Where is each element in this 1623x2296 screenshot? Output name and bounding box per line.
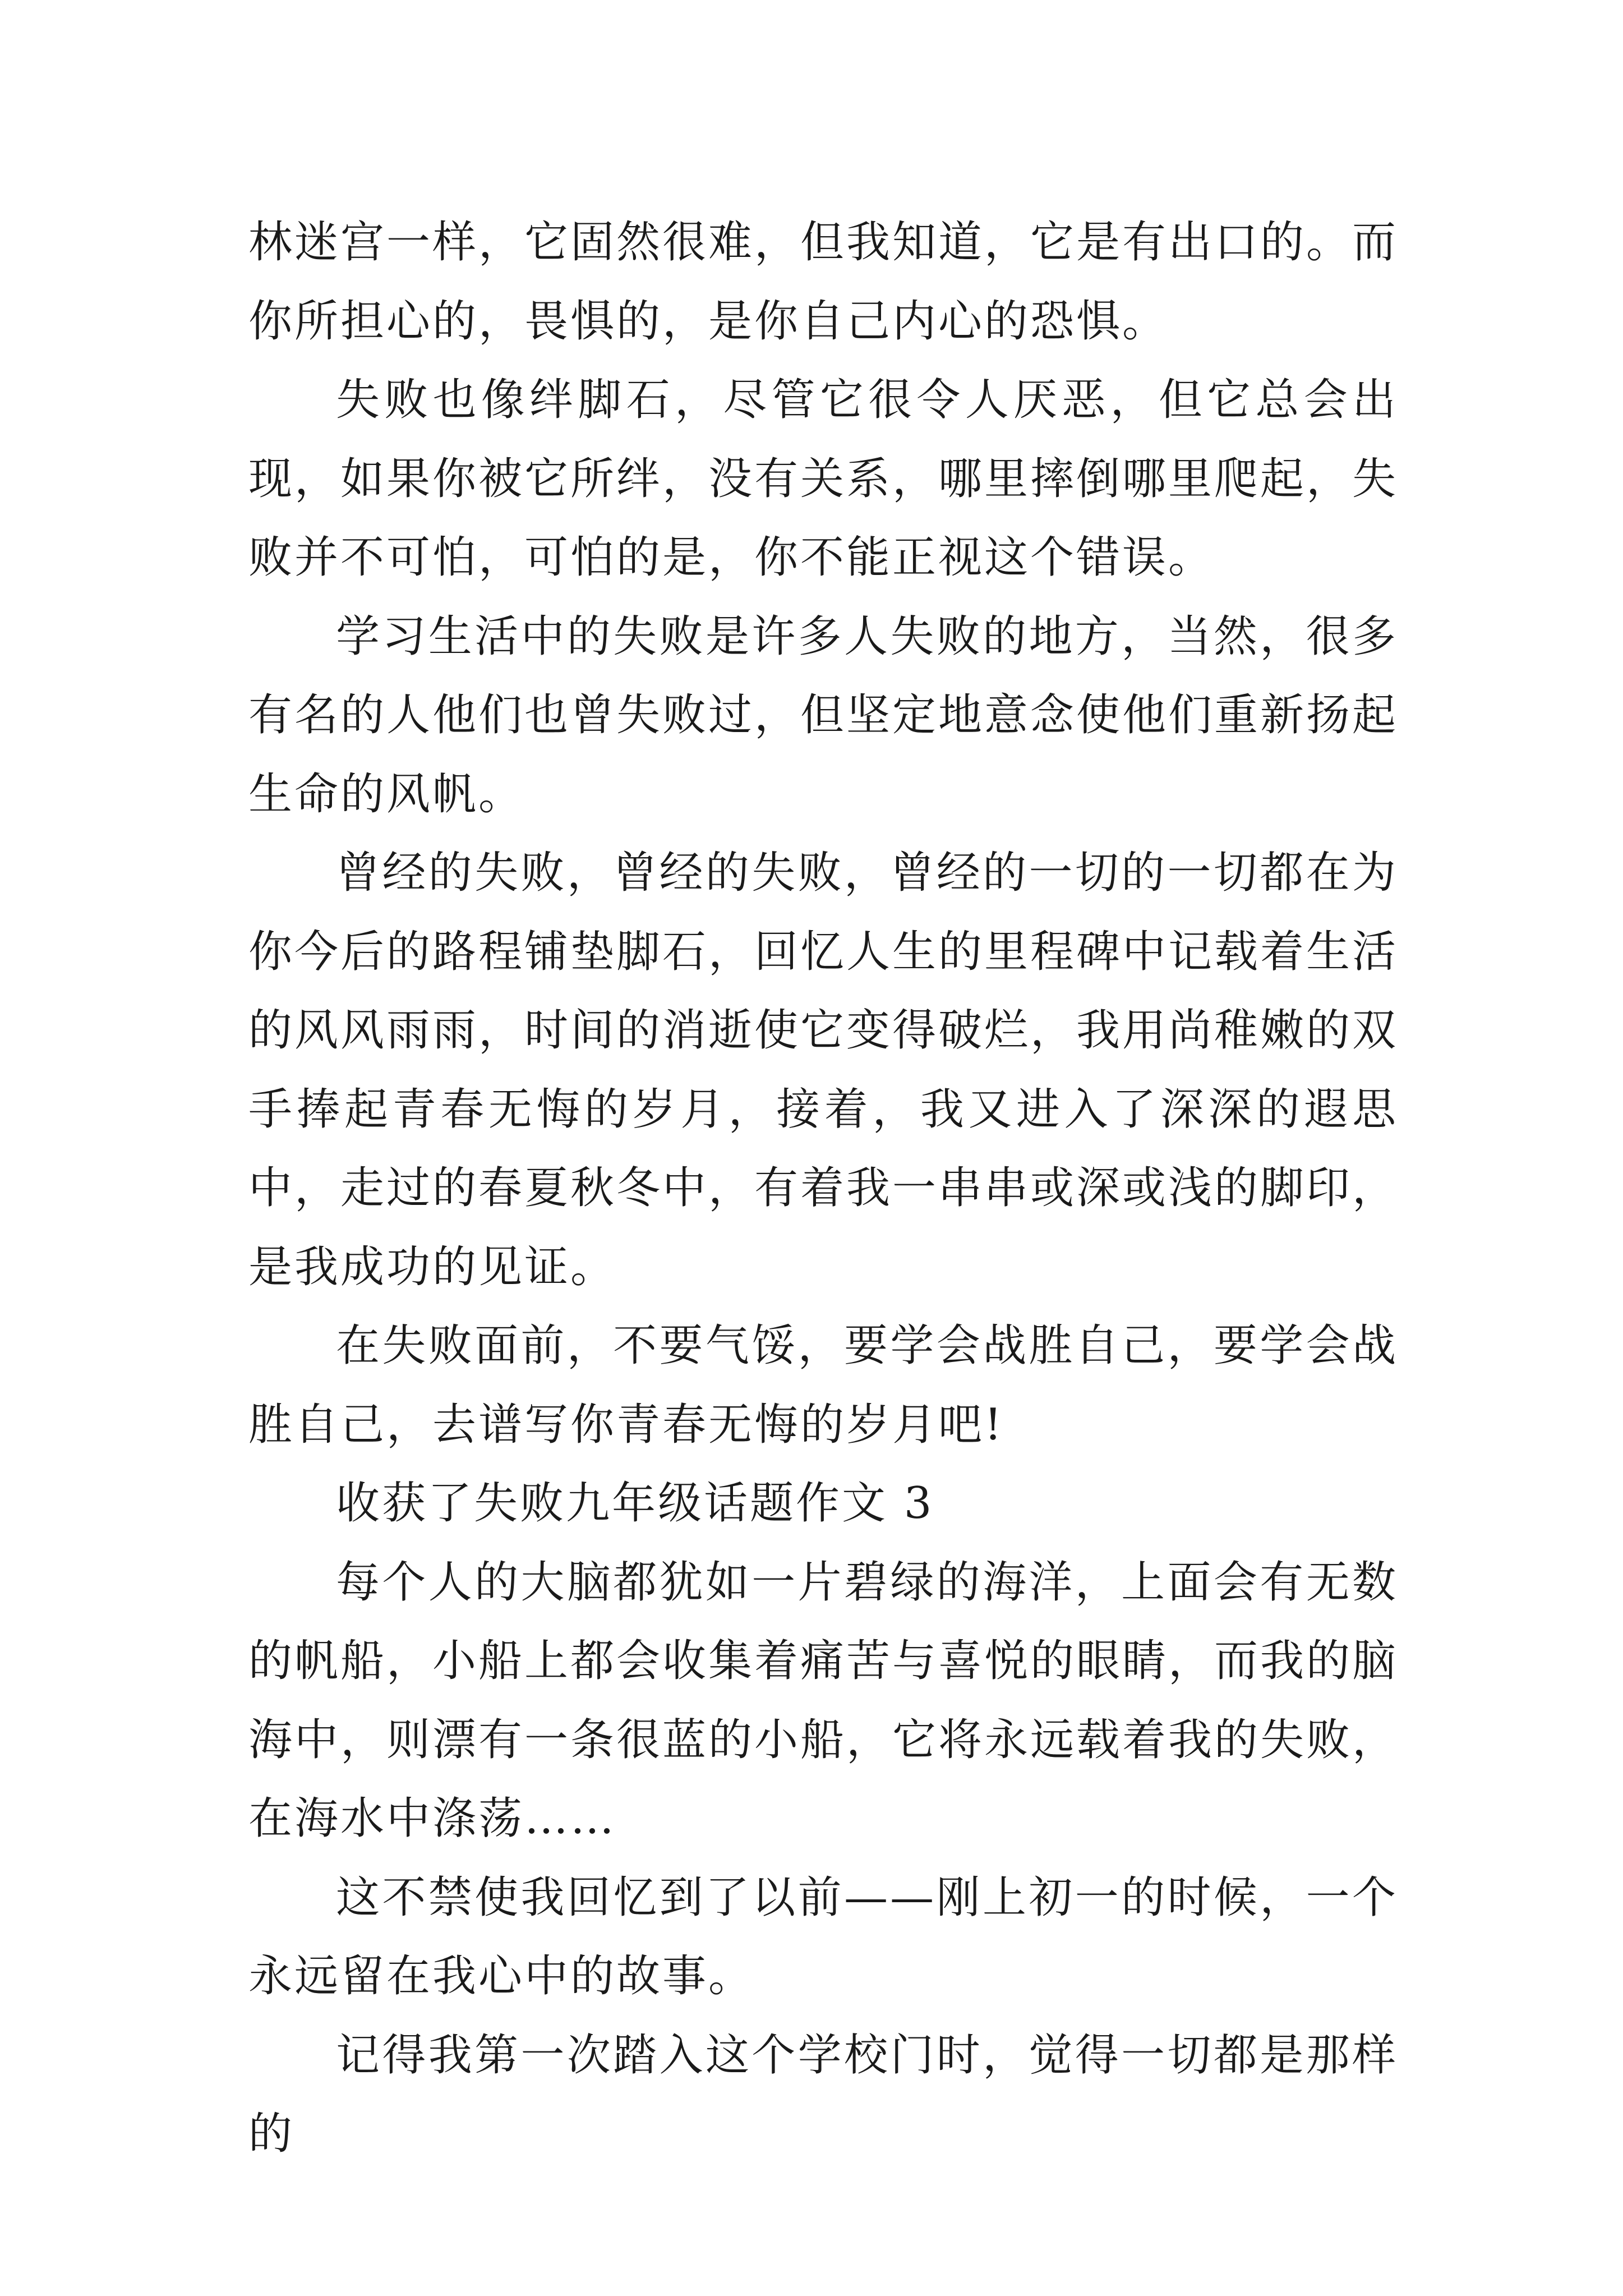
paragraph: 在失败面前，不要气馁，要学会战胜自己，要学会战胜自己，去谱写你青春无悔的岁月吧! bbox=[248, 1320, 1398, 1450]
paragraph: 学习生活中的失败是许多人失败的地方，当然，很多有名的人他们也曾失败过，但坚定地意念使他们重新扬起生命的风帆。 bbox=[248, 611, 1399, 820]
paragraph: 每个人的大脑都犹如一片碧绿的海洋，上面会有无数的帆船，小船上都会收集着痛苦与喜悦的眼睛，而我的脑海中，则漂有一条很蓝的小船，它将永远载着我的失败，在海水中涤荡…… bbox=[248, 1557, 1399, 1844]
document-body bbox=[248, 203, 1398, 2174]
section-heading: 收获了失败九年级话题作文 3 bbox=[336, 1478, 934, 1529]
paragraph: 记得我第一次踏入这个学校门时，觉得一切都是那样的 bbox=[248, 2030, 1398, 2159]
paragraph: 曾经的失败，曾经的失败，曾经的一切的一切都在为你今后的路程铺垫脚石，回忆人生的里程碑中记载着生活的风风雨雨，时间的消逝使它变得破烂，我用尚稚嫩的双手捧起青春无悔的岁月，接着，我又进入了深深的遐思中，走过的春夏秋冬中，有着我一串串或深或浅的脚印，是我成功的见证。 bbox=[248, 848, 1399, 1292]
paragraph: 这不禁使我回忆到了以前——刚上初一的时候，一个永远留在我心中的故事。 bbox=[248, 1872, 1398, 2001]
paragraph: 林迷宫一样，它固然很难，但我知道，它是有出口的。而你所担心的，畏惧的，是你自己内心的恐惧。 bbox=[248, 217, 1399, 347]
paragraph: 失败也像绊脚石，尽管它很令人厌恶，但它总会出现，如果你被它所绊，没有关系，哪里摔倒哪里爬起，失败并不可怕，可怕的是，你不能正视这个错误。 bbox=[248, 375, 1399, 583]
